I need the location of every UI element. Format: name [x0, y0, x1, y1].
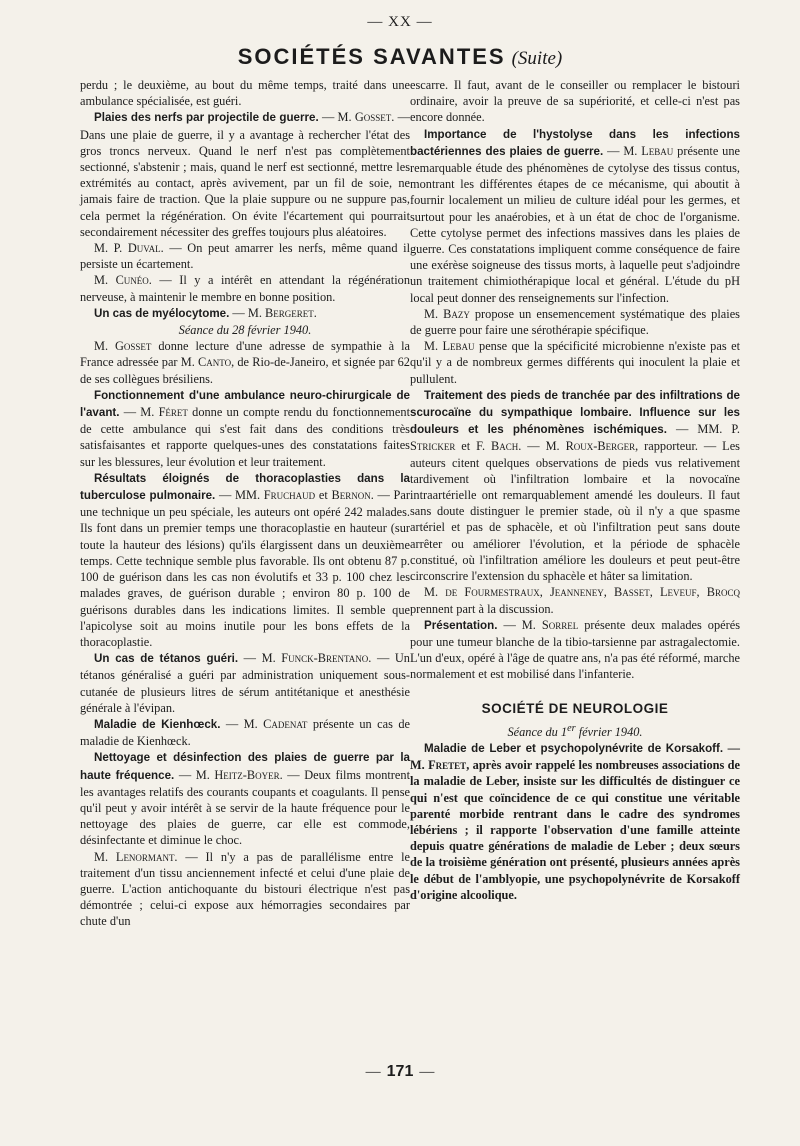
author-name: Bernon	[331, 488, 371, 503]
session-date	[410, 721, 740, 740]
paragraph	[80, 387, 410, 470]
session-date-text: Séance du 1	[507, 724, 568, 739]
paragraph-text: propose un ensemencement systématique des plaies de guerre pour faire une sérothérapie spécifique.	[410, 306, 740, 338]
paragraph	[80, 305, 410, 322]
paragraph	[410, 387, 740, 584]
paragraph-text: . — M.	[518, 439, 566, 454]
paragraph-text: , rapporteur. — Les auteurs citent quelques observations de pieds vus relativement tardivement où l'infiltration lombaire et la novocaïne intraartérielle ont remarquablement amendé les douleurs. Il faut sans doute distinguer le premier stade, où il n'y a que spasme artériel et pas de sphacèle, et où l'infiltration peut sans doute arrêter ou améliorer l'évolution, et la période de sphacèle constitué, où l'infiltration améliore les douleurs et peut peut-être circonscrire l'extension du sphacèle et hâter sa limitation.	[410, 439, 740, 584]
section-title-suite: (Suite)	[511, 48, 563, 69]
paragraph-text: — M.	[220, 716, 264, 731]
author-name: Lebau	[641, 143, 674, 158]
article-heading: Traitement des pieds de tranchée par des infiltrations de scurocaïne du sympathique lombaire. Influence sur les douleurs et les phénomènes ischémiques.	[410, 388, 740, 437]
paragraph-text: , de Rio-de-Janeiro, et signée par 62 de ses collègues brésiliens.	[80, 355, 410, 386]
paragraph-text: présente une remarquable étude des phénomènes de cytolyse des tissus contus, montrant les différentes étapes de ce mécanisme, qui aboutit à fournir localement un milieu de culture idéal pour les germes, et surtout pour les anaérobies, et à un état de choc de l'organisme. Cette cytolyse permet des infections massives dans les plaies de guerre. Ces constatations impliquent comme conséquence de faire une exérèse soigneuse des tissus morts, à laquelle peut s'adjoindre un traitement chimiothérapique local et général. L'étude du pH local peut donner des renseignements sur l'infection.	[410, 143, 741, 305]
paragraph-text: — M.	[229, 305, 265, 320]
author-name: Funck-Brentano	[281, 651, 369, 666]
author-name: Bergeret.	[265, 305, 317, 320]
paragraph	[410, 126, 740, 306]
author-name: Bach	[491, 439, 519, 454]
article-heading: Plaies des nerfs par projectile de guerre.	[94, 111, 319, 125]
paragraph-text: — M.	[119, 405, 159, 420]
article-heading: Nettoyage et désinfection des plaies de guerre par la haute fréquence.	[80, 751, 410, 782]
paragraph	[410, 338, 740, 387]
paragraph-text: — M.	[603, 143, 642, 158]
paragraph-text: , après avoir rappelé les nombreuses associations de la maladie de Leber, insiste sur les difficultés de distinguer ce qui n'est que coïncidence de ce qui constitue une véritable parenté morbide rentrant dans le cadre des syndromes lébériens ; il rapporte l'observation d'une famille atteinte depuis quatre générations de maladie de Leber ; deux sœurs de la troisième génération ont présenté, plusieurs années après le début de l'amblyopie, une psychopolynévrite de Korsakoff d'origine alcoolique.	[410, 758, 741, 902]
paragraph-text: — MM.	[215, 488, 264, 503]
paragraph-text: — Il n'y a pas de parallélisme entre le traitement d'un tissu anciennement infecté et celui d'une plaie de guerre. L'action antichoquante du bistouri électrique n'est pas démontrée ; celui-ci expose aux hémorragies secondaires par chute d'un	[80, 849, 410, 929]
paragraph-text: donne lecture d'une adresse de sympathie à la France adressée par M.	[80, 339, 410, 370]
author-name: M. Lenormant.	[94, 849, 178, 864]
author-name: Canto	[198, 355, 232, 370]
paragraph-text: donne un compte rendu du fonctionnement de cette ambulance qui s'est fait dans des conditions très satisfaisantes et rapporte quelques-unes des constatations faites sur les blessures, leur évolution et leur traitement.	[80, 405, 410, 469]
section-title: SOCIÉTÉS SAVANTES	[237, 44, 506, 69]
paragraph-text: — On peut amarrer les nerfs, même quand il persiste un écartement.	[80, 241, 410, 272]
article-heading: Présentation.	[424, 618, 498, 632]
author-name: Roux-Berger	[565, 439, 636, 454]
author-name: Stricker	[410, 439, 456, 454]
paragraph-text: — M.	[410, 741, 740, 773]
paragraph	[80, 272, 410, 304]
session-date-text: février 1940.	[575, 724, 643, 739]
paragraph	[410, 617, 740, 683]
paragraph	[80, 650, 410, 716]
paragraph	[410, 306, 740, 338]
paragraph-text: prennent part à la discussion.	[410, 601, 554, 616]
paragraph	[80, 240, 410, 272]
author-name: M. de Fourmestraux, Jeanneney, Basset, Leveuf, Brocq	[424, 585, 740, 600]
article-heading: Résultats éloignés de thoracoplasties dans la tuberculose pulmonaire.	[80, 471, 410, 503]
paragraph: perdu ; le deuxième, au bout du même temps, traité dans une ambulance spécialisée, est guéri.	[80, 78, 410, 109]
paragraph: escarre. Il faut, avant de le conseiller ou remplacer le bistouri ordinaire, avoir la preuve de sa supériorité, et celle-ci n'est pas encore donnée.	[410, 78, 740, 125]
footer-dash: —	[365, 1064, 381, 1080]
left-column	[80, 77, 410, 930]
footer-dash: —	[419, 1064, 435, 1080]
author-name: Cadenat	[263, 716, 308, 731]
session-date-superscript: er	[567, 722, 576, 734]
paragraph-text: — Dans une plaie de guerre, il y a avantage à rechercher l'état des gros troncs nerveux. Quand le nerf n'est pas complètement sectionné, s'abstenir ; mais, quand le nerf est sectionné, mettre les extrémités au contact, après avivement, par un fil de soie, ne jamais faire de traction. Que la plaie suppure ou ne suppure pas, cela permet la régénération. On évite l'écartement qui pourrait secondairement nécessiter des greffes toujours plus aléatoires.	[80, 110, 410, 239]
author-name: M. Cunéo.	[94, 273, 152, 288]
paragraph-text: et F.	[455, 439, 492, 454]
article-heading: Importance de l'hystolyse dans les infections bactériennes des plaies de guerre.	[410, 127, 740, 158]
session-date: Séance du 28 février 1940.	[178, 323, 312, 338]
article-heading: Fonctionnement d'une ambulance neuro-chirurgicale de l'avant.	[80, 388, 410, 420]
paragraph	[80, 716, 410, 749]
author-name: M. Gosset	[94, 339, 152, 354]
paragraph-text: — M.	[174, 767, 215, 782]
paragraph-text: pense que la spécificité microbienne n'existe pas et qu'il y a de nombreux germes différents qui inoculent la plaie et pullulent.	[410, 339, 740, 386]
paragraph-text: — MM. P.	[666, 422, 740, 437]
paragraph	[80, 849, 410, 930]
paragraph-text: — M.	[238, 651, 282, 666]
page-number: 171	[386, 1063, 414, 1080]
author-name: M. P. Duval.	[94, 241, 164, 256]
author-name: — M. Gosset.	[321, 110, 395, 125]
author-name: Féret	[158, 405, 188, 420]
article-heading: Un cas de myélocytome.	[94, 306, 230, 320]
author-name: M. Bazy	[424, 306, 470, 321]
paragraph-text: et	[315, 488, 332, 503]
page-footer	[0, 1063, 800, 1081]
paragraph-text: — M.	[497, 617, 542, 632]
paragraph-text: — Il y a intérêt en attendant la régénération nerveuse, à maintenir le membre en bonne position.	[80, 273, 410, 304]
right-column	[410, 77, 740, 903]
paragraph	[410, 740, 740, 903]
paragraph-text: présente deux malades opérés pour une tumeur blanche de la tibio-tarsienne par astragalectomie. L'un d'eux, opéré à l'âge de quatre ans, n'a pas été réformé, marche normalement et est mobilisé dans l'infanterie.	[410, 617, 740, 682]
paragraph	[410, 584, 740, 616]
paragraph-text: . — Deux films montrent les avantages relatifs des courants coupants et coagulants. Il pense qu'il peut y avoir intérêt à se servir de la haute fréquence pour le nettoyage des plaies de guerre, car elle est commode, désinfectante et diminue le choc.	[80, 767, 410, 848]
author-name: Fruchaud	[263, 488, 316, 503]
article-heading: Maladie de Kienhœck.	[94, 717, 221, 731]
paragraph	[80, 470, 410, 650]
paragraph	[80, 109, 410, 240]
page-header	[0, 44, 800, 70]
paragraph	[80, 749, 410, 848]
author-name: Fretet	[428, 758, 467, 773]
paragraph-text: . — Un tétanos généralisé a guéri par administration uniquement sous-cutanée de plusieurs litres de sérum antitétanique et anesthésie générale à l'évipan.	[80, 651, 410, 715]
author-name: Sorrel	[541, 617, 579, 632]
article-heading: Maladie de Leber et psychopolynévrite de Korsakoff.	[424, 742, 724, 756]
paragraph	[80, 338, 410, 387]
roman-page-number: — XX —	[367, 14, 433, 30]
author-name: Heitz-Boyer	[214, 767, 280, 782]
paragraph-text: . — Par une technique un peu spéciale, les auteurs ont opéré 242 malades. Ils font dans un premier temps une thoracoplastie en hauteur (sur toute la hauteur des lésions) qu'ils élargissent dans un deuxième temps. Cette technique semble plus favorable. Ils ont obtenu 87 p. 100 de guérison dans les cas non évolutifs et 33 p. 100 chez les malades graves, de guérison durable ; environ 80 p. 100 de guérisons durables dans les indications limites. Il semble que l'apicolyse soit au moins inutile pour les bons effets de la thoracoplastie.	[80, 488, 410, 649]
article-heading: Un cas de tétanos guéri.	[94, 652, 239, 666]
society-heading: SOCIÉTÉ DE NEUROLOGIE	[481, 700, 669, 716]
author-name: M. Lebau	[424, 339, 475, 354]
paragraph-text: présente un cas de maladie de Kienhœck.	[80, 716, 410, 749]
